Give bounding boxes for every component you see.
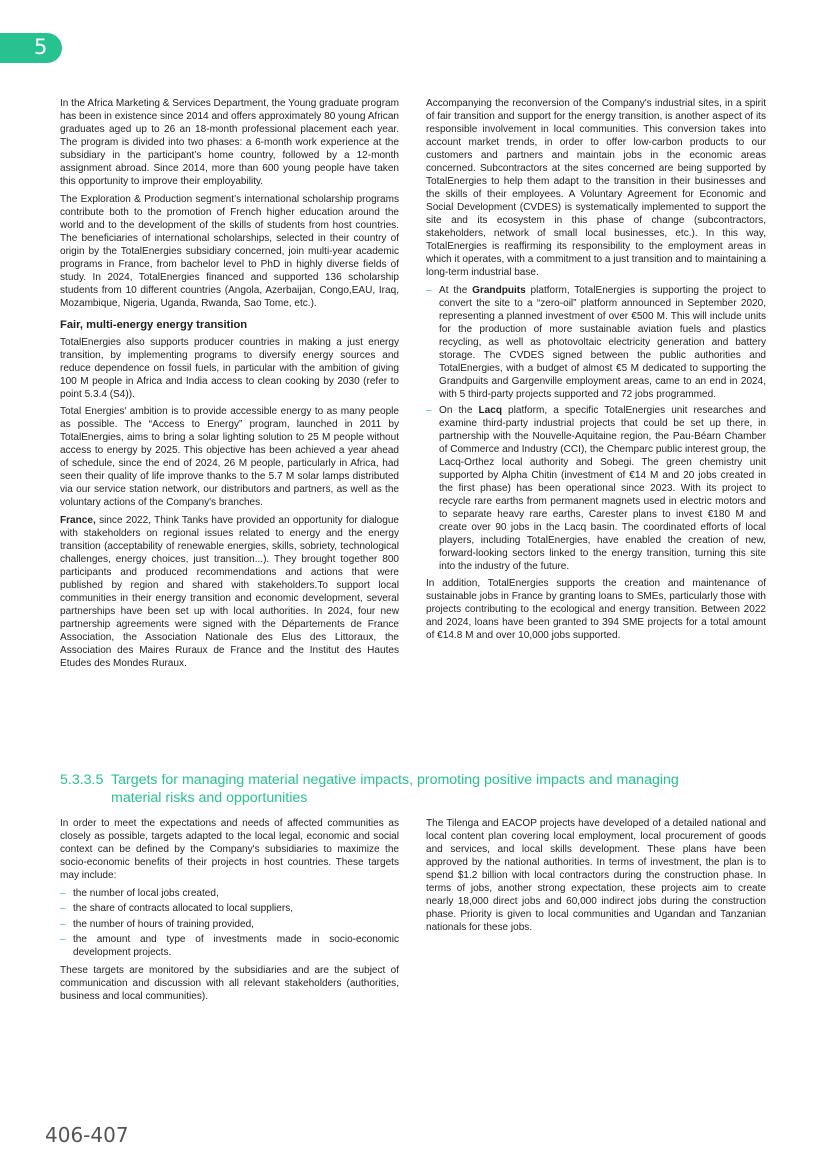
section-title-line2: material risks and opportunities <box>111 790 308 806</box>
list-item: – the number of local jobs created, <box>60 887 399 900</box>
section-title-line1: Targets for managing material negative impacts, promoting positive impacts and managing <box>111 772 679 788</box>
list-item: – the amount and type of investments made in socio-economic development projects. <box>60 933 399 959</box>
bold-lacq: Lacq <box>478 404 502 416</box>
chapter-tab <box>0 33 62 63</box>
paragraph-producer-countries: TotalEnergies also supports producer countries in making a just energy transition, by implementing programs to diversify energy sources and reduce dependence on fossil fuels, in particular with the ambition of giving 100 M people in Africa and India access to clean cooking by 2030 (refer to point 5.3.4 (S4)). <box>60 336 399 400</box>
platform-list <box>426 284 766 573</box>
bold-grandpuits: Grandpuits <box>472 284 526 296</box>
paragraph-young-graduate: In the Africa Marketing & Services Department, the Young graduate program has been in existence since 2014 and offers approximately 80 young African graduates aged up to 26 an 18-month professional placement each year. The program is divided into two phases: a 6-month work experience at the subsidiary in the participant’s home country, followed by a 12-month assignment abroad. Since 2014, more than 600 young people have taken this opportunity to improve their employability. <box>60 98 399 187</box>
bullet-text: On the <box>439 404 479 416</box>
bullet-text: platform, TotalEnergies is supporting the project to convert the site to a “zero-oil” platform announced in September 2020, representing a planned investment of over €500 M. This will include units for the production of more sustainable aviation fuels and plastics recycling, as well as photovoltaic electricity generation and battery storage. The CVDES signed between the public authorities and TotalEnergies, with a budget of almost €5 M dedicated to supporting the Grandpuits and Gargenville employment areas, came to an end in 2024, with 5 third-party projects supported and 72 jobs programmed. <box>439 284 766 400</box>
paragraph-tilenga-eacop: The Tilenga and EACOP projects have developed of a detailed national and local content plan covering local employment, local procurement of goods and services, and local skills development. These plans have been approved by the national authorities. In terms of investment, the plan is to spend $1.2 billion with local contractors during the construction phase. In terms of jobs, another strong expectation, these projects aim to create nearly 18,000 direct jobs and 60,000 indirect jobs during the construction phase. Priority is given to local communities and Ugandan and Tanzanian nationals for these jobs. <box>426 818 766 933</box>
paragraph-france-text: since 2022, Think Tanks have provided an opportunity for dialogue with stakeholders on regional issues related to energy and the energy transition (acceptability of renewable energies, skills, sobriety, technological challenges, energy choices, just transition...). They brought together 800 participants and produced recommendations and actions that were published by region and shared with stakeholders.To support local communities in their energy transition and economic development, several partnerships have been set up with local authorities. In 2024, four new partnership agreements were signed with the Départements de France Association, the Association Nationale des Elus des Littoraux, the Association des Maires Ruraux de France and the Institut des Hautes Etudes des Mondes Ruraux. <box>60 514 399 669</box>
bullet-text: platform, a specific TotalEnergies unit researches and examine third-party industrial projects that could be set up there, in partnership with the Nouvelle-Aquitaine region, the Pau-Béarn Chamber of Commerce and Industry (CCI), the Chemparc public interest group, the Lacq-Orthez local authority and Sobegi. The green chemistry unit supported by Alpha Chitin (investment of €14 M and 20 jobs created in the first phase) has been operational since 2023. With its project to recycle rare earths from permanent magnets used in electric motors and to separate heavy rare earths, Carester plans to invest €180 M and create over 90 jobs in the Lacq basin. The coordinated efforts of local players, including TotalEnergies, have enabled the creation of new, forward-looking sectors linked to the energy transition, turning this site into the industry of the future. <box>439 404 766 572</box>
right-column-bottom <box>426 817 766 939</box>
list-item: – the number of hours of training provided, <box>60 918 399 931</box>
list-item-lacq <box>426 404 766 573</box>
bullet-text: At the <box>439 284 473 296</box>
chapter-number: 5 <box>34 35 48 59</box>
subheading-energy-transition: Fair, multi-energy energy transition <box>60 318 248 331</box>
list-item: – the share of contracts allocated to local suppliers, <box>60 902 399 915</box>
left-column-bottom <box>60 817 399 1007</box>
paragraph-sme-loans: In addition, TotalEnergies supports the creation and maintenance of sustainable jobs in France by granting loans to SMEs, particularly those with projects contributing to the ecological and energy transition. Between 2022 and 2024, loans have been granted to 394 SME projects for a total amount of €14.8 M and over 10,000 jobs supported. <box>426 578 766 641</box>
paragraph-france-think-tanks <box>60 514 399 670</box>
page-number: 406-407 <box>45 1123 129 1147</box>
list-item-grandpuits <box>426 284 766 401</box>
paragraph-targets-monitoring: These targets are monitored by the subsidiaries and are the subject of communication and discussion with all relevant stakeholders (authorities, business and local communities). <box>60 964 399 1002</box>
left-column-top <box>60 97 399 674</box>
right-column-top <box>426 97 766 647</box>
paragraph-targets-intro: In order to meet the expectations and needs of affected communities as closely as possible, targets adapted to the local legal, economic and social context can be defined by the Company's subsidiaries to maximize the socio-economic benefits of their projects in host countries. These targets may include: <box>60 818 399 881</box>
section-number: 5.3.3.5 <box>60 772 104 788</box>
section-heading <box>60 771 780 807</box>
paragraph-access-to-energy: Total Energies' ambition is to provide accessible energy to as many people as possible. The “Access to Energy” program, launched in 2011 by TotalEnergies, aims to bring a solar lighting solution to 25 M people without access to energy by 2025. This objective has been achieved a year ahead of schedule, since the end of 2024, 26 M people, particularly in Africa, had seen their quality of life improve thanks to the 5.7 M solar lamps distributed via our service station network, our distributors and partners, as well as the voluntary actions of the Company's branches. <box>60 406 399 508</box>
targets-list <box>60 887 399 960</box>
paragraph-reconversion: Accompanying the reconversion of the Company's industrial sites, in a spirit of fair transition and support for the energy transition, is another aspect of its responsible involvement in local communities. This conversion takes into account market trends, in order to offer low-carbon products to our customers and partners and maintain jobs in the economic areas concerned. Subcontractors at the sites concerned are being supported by TotalEnergies to help them adapt to the transition in their businesses and the skills of their employees. A Voluntary Agreement for Economic and Social Development (CVDES) is systematically implemented to support the site and its ecosystem in this phase of change (subcontractors, stakeholders, network of small local businesses, etc.). In this way, TotalEnergies is reaffirming its responsibility to the employment areas in which it operates, with a commitment to a just transition and to maintaining a long-term industrial base. <box>426 98 766 278</box>
bold-france: France, <box>60 514 96 526</box>
paragraph-scholarships: The Exploration & Production segment’s international scholarship programs contribute both to the promotion of French higher education around the world and to the development of the skills of students from host countries. The beneficiaries of international scholarships, selected in their country of origin by the TotalEnergies subsidiary concerned, join multi-year academic programs in France, from bachelor level to PhD in highly diverse fields of study. In 2024, TotalEnergies financed and supported 136 scholarship students from 10 different countries (Angola, Azerbaijan, Congo,EAU, Iraq, Mozambique, Nigeria, Uganda, Rwanda, Sao Tome, etc.). <box>60 193 399 309</box>
